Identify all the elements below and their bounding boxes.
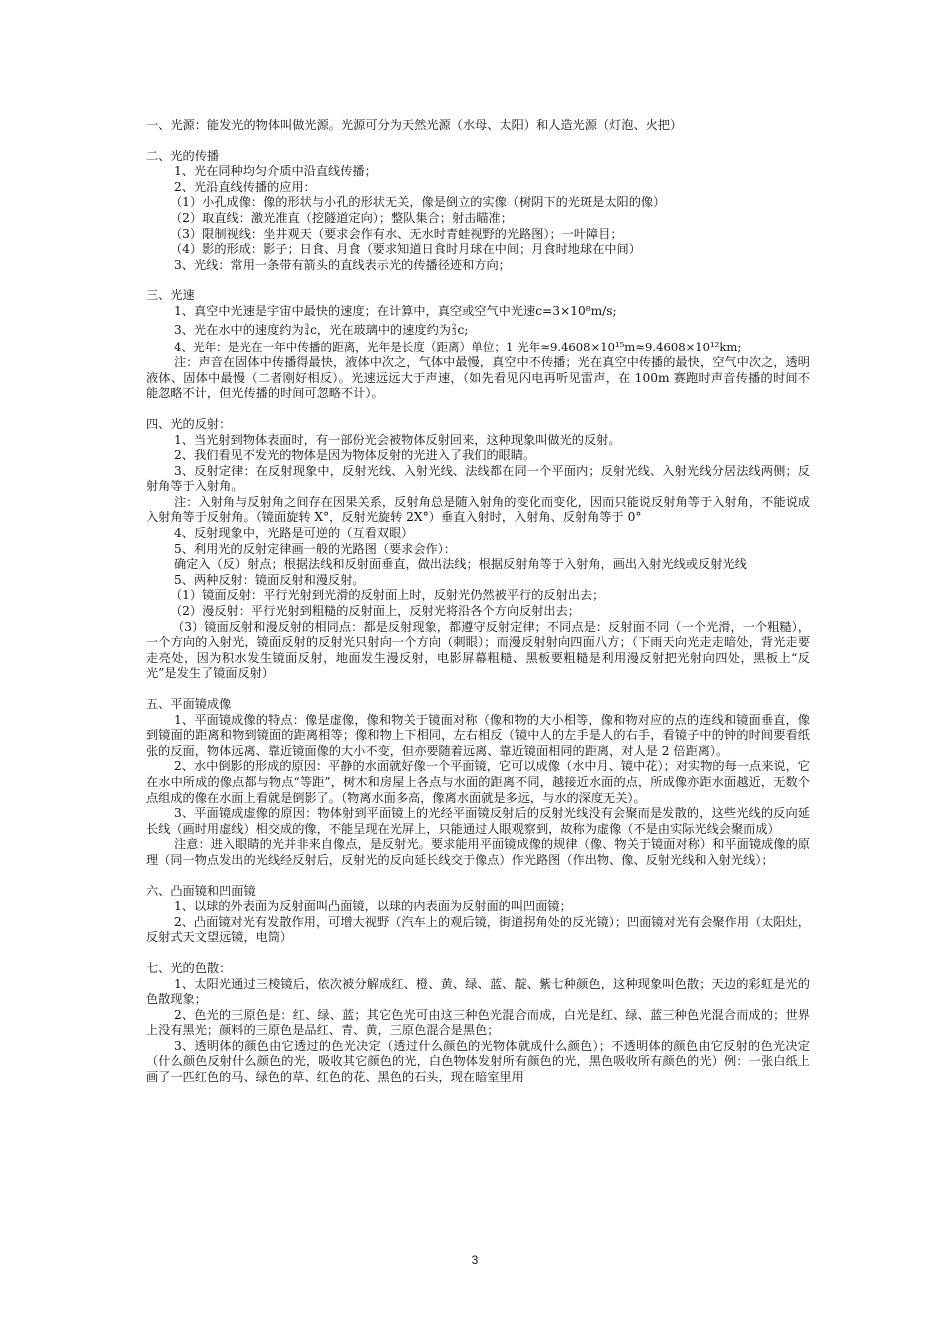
page-number: 3 — [471, 1253, 479, 1267]
note-paragraph: 注意：进入眼睛的光并非来自像点，是反射光。要求能用平面镜成像的规律（像、物关于镜面对称）和平面镜成像的原理（同一物点发出的光线经反射后，反射光的反向延长线交于像点）作光路图（作出物、像、反射光线和入射光线）； — [146, 837, 810, 867]
paragraph: 1、太阳光通过三棱镜后，依次被分解成红、橙、黄、绿、蓝、靛、紫七种颜色，这种现象叫色散；天边的彩虹是光的色散现象； — [146, 976, 810, 1007]
paragraph: 2、水中倒影的形成的原因：平静的水面就好像一个平面镜，它可以成像（水中月、镜中花）；对实物的每一点来说，它在水中所成的像点都与物点“等距”，树木和房屋上各点与水面的距离不同，越接近水面的点，所成像亦距水面越近，无数个点组成的像在水面上看就是倒影了。（物离水面多高，像离水面就是多远，与水的深度无关）。 — [146, 759, 810, 805]
fraction-numerator: 2 — [452, 323, 457, 332]
section-5-title: 五、平面镜成像 — [146, 697, 232, 711]
fraction — [452, 324, 456, 336]
note-paragraph: 注：入射角与反射角之间存在因果关系，反射角总是随入射角的变化而变化，因而只能说反射角等于入射角，不能说成入射角等于反射角。（镜面旋转 X°，反射光旋转 2X°）垂直入射时，入射角、反射角等于 0° — [146, 494, 810, 525]
paragraph: （4）影的形成：影子；日食、月食（要求知道日食时月球在中间；月食时地球在中间） — [170, 242, 641, 257]
section-4-title: 四、光的反射： — [146, 416, 232, 431]
text-segment: 3、光在水中的速度约为 — [174, 322, 304, 337]
paragraph: （3）限制视线：坐井观天（要求会作有水、无水时青蛙视野的光路图）；一叶障目； — [170, 226, 623, 241]
text-segment: c; — [457, 322, 469, 337]
paragraph: （3）镜面反射和漫反射的相同点：都是反射现象，都遵守反射定律；不同点是：反射面不同（一个光滑，一个粗糙），一个方向的入射光，镜面反射的反射光只射向一个方向（刺眼）；而漫反射射向四面八方；（下雨天向光走走暗处，背光走要走亮处，因为积水发生镜面反射，地面发生漫反射，电影屏幕粗糙、黑板要粗糙是利用漫反射把光射向四处，黑板上“反光”是发生了镜面反射） — [146, 619, 810, 681]
paragraph: 1、以球的外表面为反射面叫凸面镜，以球的内表面为反射面的叫凹面镜； — [174, 899, 572, 914]
paragraph: 1、平面镜成像的特点：像是虚像，像和物关于镜面对称（像和物的大小相等，像和物对应的点的连线和镜面垂直，像到镜面的距离和物到镜面的距离相等；像和物上下相同，左右相反（镜中人的左手是人的右手，看镜子中的钟的时间要看纸张的反面，物体远离、靠近镜面像的大小不变，但亦要随着远离、靠近镜面相同的距离，对人是 2 倍距离）。 — [146, 712, 810, 758]
section-3-title: 三、光速 — [146, 288, 195, 303]
section-7-title: 七、光的色散： — [146, 960, 232, 975]
paragraph: 5、两种反射：镜面反射和漫反射。 — [174, 572, 365, 587]
paragraph: 4、反射现象中，光路是可逆的（互看双眼） — [174, 526, 414, 541]
paragraph: 4、光年：是光在一年中传播的距离，光年是长度（距离）单位；1 光年≈9.4608×10¹⁵m≈9.4608×10¹²km; — [174, 339, 742, 354]
paragraph: 1、光在同种均匀介质中沿直线传播； — [174, 164, 377, 179]
paragraph: （2）取直线：激光准直（挖隧道定向）；整队集合；射击瞄准； — [170, 210, 513, 225]
paragraph: 1、当光射到物体表面时，有一部份光会被物体反射回来，这种现象叫做光的反射。 — [174, 432, 621, 447]
section-2-title: 二、光的传播 — [146, 148, 220, 163]
paragraph: 5、利用光的反射定律画一般的光路图（要求会作）： — [174, 541, 456, 556]
text-segment: c，光在玻璃中的速度约为 — [310, 322, 451, 337]
paragraph: 3、透明体的颜色由它透过的色光决定（透过什么颜色的光物体就成什么颜色）；不透明体的颜色由它反射的色光决定（什么颜色反射什么颜色的光，吸收其它颜色的光，白色物体发射所有颜色的光，黑色吸收所有颜色的光）例：一张白纸上画了一匹红色的马、绿色的草、红色的花、黑色的石头，现在暗室里用 — [146, 1038, 810, 1085]
paragraph: （1）小孔成像：像的形状与小孔的形状无关，像是倒立的实像（树阴下的光斑是太阳的像） — [170, 195, 666, 210]
paragraph: 2、色光的三原色是：红、绿、蓝；其它色光可由这三种色光混合而成，白光是红、绿、蓝三种色光混合而成的；世界上没有黑光；颜料的三原色是品红、青、黄，三原色混合是黑色； — [146, 1007, 810, 1038]
paragraph: 确定入（反）射点；根据法线和反射面垂直，做出法线；根据反射角等于入射角，画出入射光线或反射光线 — [174, 557, 747, 572]
paragraph: （2）漫反射：平行光射到粗糙的反射面上，反射光将沿各个方向反射出去； — [170, 604, 580, 619]
paragraph: （1）镜面反射：平行光射到光滑的反射面上时，反射光仍然被平行的反射出去； — [170, 588, 605, 603]
paragraph: 3、平面镜成虚像的原因：物体射到平面镜上的光经平面镜反射后的反射光线没有会聚而是发散的，这些光线的反向延长线（画时用虚线）相交成的像，不能呈现在光屏上，只能通过人眼观察到，故称为虚像（不是由实际光线会聚而成） — [146, 806, 810, 836]
fraction-denominator: 3 — [452, 329, 457, 338]
section-1-title: 一、光源：能发光的物体叫做光源。光源可分为天然光源（水母、太阳）和人造光源（灯泡、火把） — [146, 118, 683, 132]
paragraph: 3、反射定律：在反射现象中，反射光线、入射光线、法线都在同一个平面内；反射光线、入射光线分居法线两侧；反射角等于入射角。 — [146, 463, 810, 494]
fraction-denominator: 4 — [304, 329, 310, 338]
paragraph: 2、我们看见不发光的物体是因为物体反射的光进入了我们的眼睛。 — [174, 448, 536, 463]
document-page — [146, 118, 810, 1086]
paragraph: 3、光线：常用一条带有箭头的直线表示光的传播径迹和方向； — [174, 257, 511, 272]
note-paragraph: 注：声音在固体中传播得最快，液体中次之，气体中最慢，真空中不传播；光在真空中传播的最快，空气中次之，透明液体、固体中最慢（二者刚好相反）。光速远远大于声速，（如先看见闪电再听见雷声，在 100m 赛跑时声音传播的时间不能忽略不计，但光传播的时间可忽略不计）。 — [146, 355, 810, 401]
section-6-title: 六、凸面镜和凹面镜 — [146, 883, 256, 898]
paragraph: 2、凸面镜对光有发散作用，可增大视野（汽车上的观后镜，街道拐角处的反光镜）；凹面镜对光有会聚作用（太阳灶，反射式天文望远镜，电筒） — [146, 914, 810, 945]
paragraph: 2、光沿直线传播的应用： — [174, 179, 316, 194]
fraction-numerator: 3 — [304, 323, 310, 332]
paragraph: 1、真空中光速是宇宙中最快的速度；在计算中，真空或空气中光速c=3×10⁸m/s; — [174, 303, 617, 318]
paragraph-with-fractions — [146, 320, 810, 340]
fraction — [305, 324, 309, 336]
